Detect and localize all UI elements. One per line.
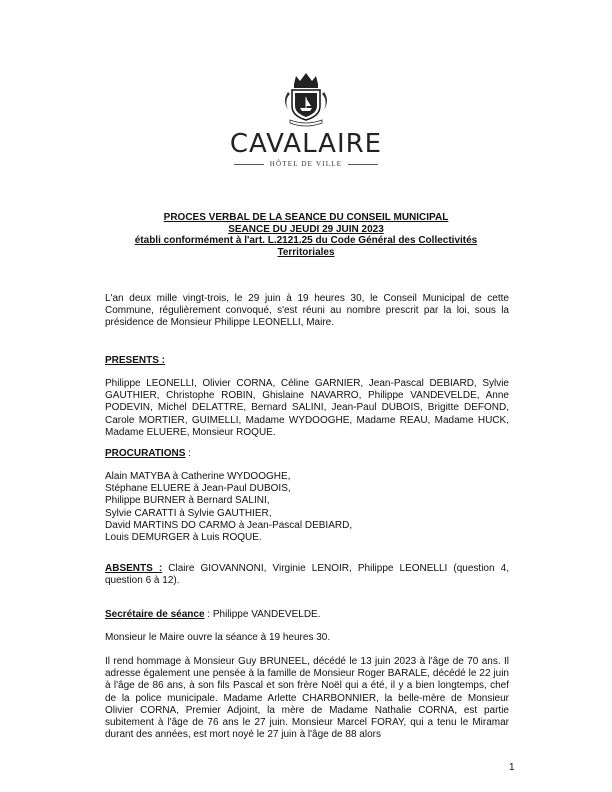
title-line-3: établi conformément à l'art. L.2121.25 du Code Général des Collectivités — [134, 235, 478, 246]
presents-list: Philippe LEONELLI, Olivier CORNA, Céline GARNIER, Jean-Pascal DEBIARD, Sylvie GAUTHIER, Christophe ROBIN, Ghislaine NAVARRO, Philippe VANDEVELDE, Anne PODEVIN, Michel DELATTRE, Bernard SALINI, Jean-Paul DUBOIS, Brigitte DEFOND, Carole MORTIER, GUIMELLI, Madame WYDOOGHE, Madame REAU, Madame HUCK, Madame ELUERE, Monsieur ROQUE. — [105, 378, 509, 438]
brand-name: CAVALAIRE — [229, 129, 383, 159]
procurations-heading-suffix: : — [185, 448, 191, 459]
coat-of-arms-icon — [278, 70, 334, 128]
title-line-2: SEANCE DU JEUDI 29 JUIN 2023 — [228, 223, 384, 235]
list-item: Philippe BURNER à Bernard SALINI, — [105, 495, 270, 507]
title-line-1: PROCES VERBAL DE LA SEANCE DU CONSEIL MUNICIPAL — [163, 212, 449, 223]
procurations-list — [105, 471, 509, 544]
divider — [234, 164, 264, 165]
secretaire-text: : Philippe VANDEVELDE. — [204, 609, 321, 620]
absents-heading: ABSENTS : — [105, 563, 163, 574]
list-item: Stéphane ELUERE à Jean-Paul DUBOIS, — [105, 483, 291, 495]
brand-subtitle — [0, 160, 612, 168]
list-item: Louis DEMURGER à Luis ROQUE. — [105, 532, 262, 544]
hommage-paragraph: Il rend hommage à Monsieur Guy BRUNEEL, décédé le 13 juin 2023 à l'âge de 70 ans. Il adresse également une pensée à la famille de Monsieur Roger BARALE, décédé le 22 juin à l'âge de 86 ans, à son fils Pascal et son frère Noël qui a été, il y a bien longtemps, chef de la police municipale. Madame Arlette CHARBONNIER, la belle-mère de Monsieur Olivier CORNA, Premier Adjoint, la mère de Madame Nathalie CORNA, est partie subitement à l'âge de 76 ans le 27 juin. Monsieur Marcel FORAY, qui a tenu le Miramar durant des années, est mort noyé le 27 juin à l'âge de 88 alors — [105, 656, 509, 741]
presents-heading: PRESENTS : — [105, 355, 166, 366]
divider — [348, 164, 378, 165]
secretaire-paragraph — [105, 609, 509, 621]
list-item: Sylvie CARATTI à Sylvie GAUTHIER, — [105, 507, 272, 519]
secretaire-heading: Secrétaire de séance — [105, 609, 205, 620]
list-item: David MARTINS DO CARMO à Jean-Pascal DEBIARD, — [105, 519, 353, 531]
procurations-heading: PROCURATIONS — [105, 448, 186, 459]
absents-text: Claire GIOVANNONI, Virginie LENOIR, Philippe LEONELLI (question 4, question 6 à 12). — [105, 563, 509, 587]
page-number: 1 — [509, 762, 515, 773]
municipal-logo — [0, 70, 612, 168]
document-title — [0, 212, 612, 258]
title-line-4: Territoriales — [277, 246, 335, 258]
procurations-heading-line — [105, 448, 509, 460]
intro-paragraph: L'an deux mille vingt-trois, le 29 juin à 19 heures 30, le Conseil Municipal de cette Commune, régulièrement convoqué, s'est réuni au nombre prescrit par la loi, sous la présidence de Monsieur Philippe LEONELLI, Maire. — [105, 293, 509, 329]
list-item: Alain MATYBA à Catherine WYDOOGHE, — [105, 471, 291, 482]
opening-paragraph: Monsieur le Maire ouvre la séance à 19 heures 30. — [105, 632, 331, 643]
absents-paragraph — [105, 563, 509, 587]
brand-subtitle-text: HÔTEL DE VILLE — [269, 160, 343, 168]
